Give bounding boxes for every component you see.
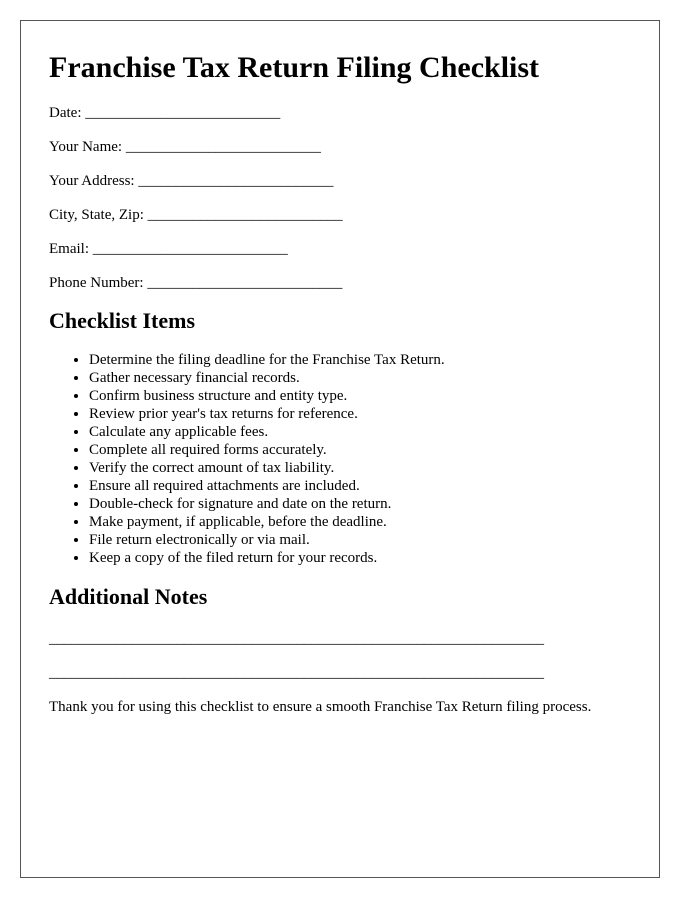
phone-blank: __________________________	[147, 275, 343, 291]
checklist-item: • Review prior year's tax returns for reference.	[89, 405, 631, 423]
date-label: Date:	[49, 105, 82, 121]
checklist-item: • Calculate any applicable fees.	[89, 423, 631, 441]
checklist-item: • Determine the filing deadline for the Franchise Tax Return.	[89, 351, 631, 369]
checklist-item: • Double-check for signature and date on the return.	[89, 495, 631, 513]
checklist-item: • Ensure all required attachments are included.	[89, 477, 631, 495]
checklist-document	[20, 20, 660, 878]
checklist-item: • File return electronically or via mail.	[89, 531, 631, 549]
footer-text: Thank you for using this checklist to ensure a smooth Franchise Tax Return filing process.	[49, 699, 592, 715]
name-label: Your Name:	[49, 139, 123, 155]
checklist-item: • Confirm business structure and entity type.	[89, 387, 631, 405]
name-blank: __________________________	[125, 139, 321, 155]
checklist-heading: Checklist Items	[49, 308, 196, 333]
note-line: __________________________________________________________________	[49, 631, 544, 647]
address-blank: __________________________	[138, 173, 334, 189]
email-blank: __________________________	[92, 241, 288, 257]
name-field	[49, 137, 631, 157]
notes-heading: Additional Notes	[49, 584, 208, 609]
checklist-item: • Make payment, if applicable, before the deadline.	[89, 513, 631, 531]
checklist-list	[49, 351, 631, 567]
city-state-zip-label: City, State, Zip:	[49, 207, 144, 223]
note-line: __________________________________________________________________	[49, 665, 544, 681]
email-field	[49, 239, 631, 259]
city-state-zip-field	[49, 205, 631, 225]
email-label: Email:	[49, 241, 89, 257]
date-field	[49, 103, 631, 123]
checklist-item: • Verify the correct amount of tax liability.	[89, 459, 631, 477]
checklist-item: • Gather necessary financial records.	[89, 369, 631, 387]
document-title: Franchise Tax Return Filing Checklist	[49, 51, 540, 84]
phone-label: Phone Number:	[49, 275, 144, 291]
address-label: Your Address:	[49, 173, 135, 189]
address-field	[49, 171, 631, 191]
city-state-zip-blank: __________________________	[147, 207, 343, 223]
phone-field	[49, 273, 631, 293]
checklist-item: • Complete all required forms accurately.	[89, 441, 631, 459]
date-blank: __________________________	[85, 105, 281, 121]
checklist-item: • Keep a copy of the filed return for your records.	[89, 549, 631, 567]
